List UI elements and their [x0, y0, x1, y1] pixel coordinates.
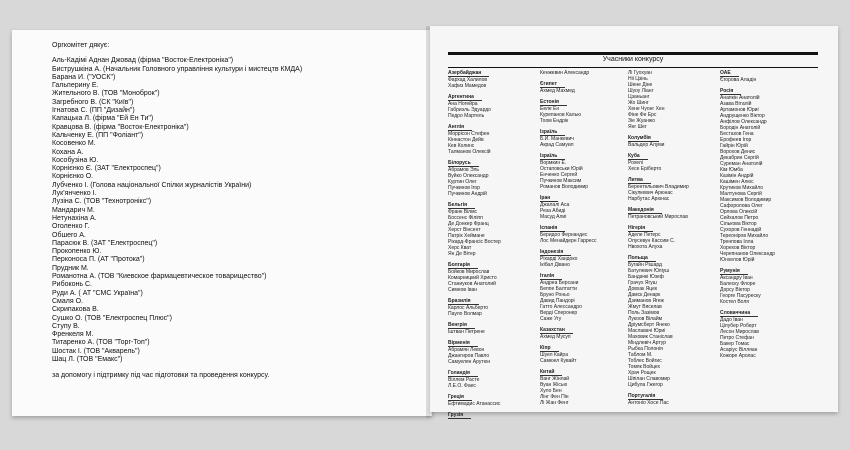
acknowledgement-row: Кохана А.	[52, 148, 84, 156]
participant-name: Рыбка Полонія	[628, 346, 663, 352]
country-heading: Естонія	[540, 99, 567, 106]
acknowledgement-row: Корнієнко Є. (ЗАТ "Електроспец")	[52, 165, 161, 173]
participant-name: Янг Шег	[628, 124, 647, 130]
participant-name: Іштван Петрене	[448, 329, 485, 335]
participant-name: Єгорова Аладін	[720, 77, 757, 83]
country-group	[540, 327, 630, 340]
participant-name: Жо Шинг	[628, 100, 649, 106]
participant-name: Беппе Балтатти	[540, 286, 577, 292]
acknowledgement-row: Лузіна С. (ТОВ "Технотронікс")	[52, 198, 152, 206]
participant-name: Крутиков Михайло	[720, 185, 764, 191]
participant-name: Ерофеев Ігор	[720, 137, 752, 143]
country-heading: Португалія	[628, 393, 663, 400]
participant-name: Дамск Денарк	[628, 292, 661, 298]
participant-name: Ворохов Денис	[720, 149, 756, 155]
acknowledgement-row: Гальперину Е.	[52, 82, 99, 90]
participant-name: Азава Віталій	[720, 101, 752, 107]
participant-name: Бестахов Гена	[720, 131, 754, 137]
participant-name: Бандачкі Юзеф	[628, 274, 664, 280]
participant-name: Джангиров Павло	[448, 353, 490, 359]
participant-name: Хуло Бен	[540, 388, 562, 394]
participant-name: Лесон Мирослав	[720, 329, 759, 335]
country-heading: Іспанія	[540, 225, 565, 232]
country-heading: Казахстан	[540, 327, 573, 334]
right-page	[430, 26, 838, 418]
participant-name: Балеску Флоре	[720, 281, 756, 287]
participant-name: Бакер Томас	[720, 341, 750, 347]
participant-name: Ікібал Дівано	[540, 262, 570, 268]
participant-name: Максимов Володимир	[720, 197, 772, 203]
country-heading: Єгипет	[540, 81, 565, 88]
participant-name: Енченко Сергей	[540, 172, 578, 178]
acknowledgement-row: Ступу В.	[52, 322, 80, 330]
country-heading: Кіпр	[540, 345, 559, 352]
country-heading: Росія	[720, 88, 741, 95]
country-group	[448, 322, 538, 335]
participant-name: Абрамян Левон	[448, 347, 485, 353]
participant-name: Лос Менайдерн Гарресс	[540, 238, 597, 244]
country-group	[540, 273, 630, 322]
country-group	[448, 394, 538, 407]
participant-name: Казімін Андрій	[720, 173, 754, 179]
country-group	[628, 70, 718, 130]
participant-name: Аксандру Іван	[720, 275, 753, 281]
country-heading: Іран	[540, 195, 558, 202]
participant-name: Цибула Гжегор	[628, 382, 663, 388]
participant-name: Зіе Жуанжо	[628, 118, 655, 124]
participant-name: Гатто Алессандро	[540, 304, 582, 310]
participant-name: Бугайн Рішард	[628, 262, 662, 268]
acknowledgement-row: Обшего А.	[52, 231, 86, 239]
country-group	[448, 202, 538, 257]
participant-name: Курепанов Калью	[540, 112, 581, 118]
participant-name: Костел Воля	[720, 299, 749, 305]
participant-name: Грачух Ягуш	[628, 280, 657, 286]
country-group	[720, 310, 810, 359]
participant-name: Асаріус Вілляан	[720, 347, 758, 353]
country-heading: Китай	[540, 369, 562, 376]
acknowledgement-row: Сушко О. (ТОВ "Електроспец Плюс")	[52, 314, 172, 322]
participant-name: Олусевун Кассим С.	[628, 238, 675, 244]
participant-name: Петро Стефан	[720, 335, 754, 341]
acknowledgements-closing: за допомогу і підтримку під час підготовки та проведення конкурсу.	[52, 372, 270, 380]
acknowledgement-row: Ігнатова С. (ПП "Дизайн")	[52, 107, 135, 115]
country-heading: Румунія	[720, 268, 748, 275]
participant-name: Цілубер Роберт	[720, 323, 757, 329]
participant-name: Куртин Олег	[448, 179, 477, 185]
participant-name: Ріхарді Хандоко	[540, 256, 578, 262]
participant-name: Таблом М.	[628, 352, 653, 358]
participant-name: Кев Колинс	[448, 143, 475, 149]
participant-name: Пучкинов Ігор	[448, 185, 480, 191]
country-heading: Литва	[628, 177, 651, 184]
participant-name: Антоніо Хосе Пас	[628, 400, 669, 406]
country-group	[448, 160, 538, 197]
country-group	[540, 249, 630, 268]
country-heading: Вірменія	[448, 340, 478, 347]
participant-name: Анфілов Олександр	[720, 119, 767, 125]
participant-name: Лукоов Вілайм	[628, 316, 663, 322]
participant-name: Романов Володимир	[540, 184, 589, 190]
acknowledgements-list	[52, 57, 422, 364]
participant-name: Габриэль Эдуардо	[448, 107, 491, 113]
participant-name: Черепнанов Олександр	[720, 251, 776, 257]
country-heading: Ізраїль	[540, 153, 565, 160]
country-group	[448, 262, 538, 293]
participant-name: Ефтимадис Атанассис	[448, 401, 501, 407]
participant-name: Дріумсберт Янеко	[628, 322, 670, 328]
participant-name: Ееле Ен	[540, 106, 560, 112]
participant-name: Суреман Анатолій	[720, 161, 763, 167]
participant-name: Л.Е.О. Фаес	[448, 383, 476, 389]
participant-name: Педро Мартель	[448, 113, 485, 119]
participant-name: Кашімен Алюс	[720, 179, 754, 185]
acknowledgement-row: Лук'янченко І.	[52, 190, 97, 198]
country-group	[720, 268, 810, 305]
participant-name: Тоом Ендрік	[540, 118, 569, 124]
country-heading: Італія	[540, 273, 562, 280]
participant-name: Віллем Расте	[448, 377, 480, 383]
acknowledgement-row: Мандарич М.	[52, 206, 95, 214]
participant-name: Вальдер Алуми	[628, 142, 665, 148]
country-group	[448, 94, 538, 119]
participant-name: Дзиманов Ягеж	[628, 298, 664, 304]
country-heading: Бразилія	[448, 298, 479, 305]
country-group	[628, 177, 718, 202]
participant-name: Кенжевин Александр	[540, 70, 590, 76]
participant-name: Боссенс Філіпп	[448, 215, 483, 221]
participant-name: Ахмед Мусуп	[540, 334, 571, 340]
country-group	[540, 70, 630, 76]
acknowledgement-row: Капацька Л. (фірма "Ей Ен Ти")	[52, 115, 154, 123]
country-group	[628, 225, 718, 250]
participant-name: Саже Угу	[540, 316, 562, 322]
country-group	[448, 370, 538, 389]
participant-name: Томяк Войцех	[628, 364, 661, 370]
country-heading: Греція	[448, 394, 472, 401]
participant-name: Фіне Фе Ерс	[628, 112, 657, 118]
country-heading: Болгарія	[448, 262, 478, 269]
participant-name: Ніі Цзінь	[628, 76, 648, 82]
participants-title: Учасники конкурсу	[448, 52, 818, 68]
participant-name: Шуел Кайра	[540, 352, 568, 358]
participant-name: Пауло Волмар	[448, 311, 482, 317]
participant-name: Самюел Кувайт	[540, 358, 577, 364]
participant-name: Тренпова Ілла	[720, 239, 754, 245]
participant-name: Батулевич Юліуш	[628, 268, 670, 274]
participant-name: Ана Ногейра	[448, 101, 478, 107]
country-group	[448, 298, 538, 317]
acknowledgement-row: Прудник М.	[52, 264, 89, 272]
participant-name: Верді Сперонер	[540, 310, 578, 316]
participant-name: Маславачі Юриі	[628, 328, 666, 334]
participant-name: Жмут Вяселав	[628, 304, 662, 310]
participant-name: Фархад Халилов	[448, 77, 488, 83]
participant-name: Хорехов Віктор	[720, 245, 756, 251]
participants-columns	[448, 70, 823, 418]
participant-name: Дадо Іван	[720, 317, 743, 323]
participant-name: Рохелі	[628, 160, 643, 166]
participant-name: Орлова Олексій	[720, 209, 758, 215]
country-group	[448, 412, 538, 419]
participant-name: Де Донкер Франц	[448, 221, 489, 227]
participant-name: Сількова Віктор	[720, 221, 757, 227]
acknowledgement-row: Шац Л. (ТОВ "Емакс")	[52, 355, 123, 363]
acknowledgement-row: Кравцова В. (фірма "Восток-Електроніка")	[52, 123, 189, 131]
country-heading: Ізраїль	[540, 129, 565, 136]
participant-name: Реза Абиді	[540, 208, 566, 214]
participant-name: Нарбутас Арюнас	[628, 196, 670, 202]
country-heading: Азербайджан	[448, 70, 489, 77]
acknowledgement-row: Кособузіна Ю.	[52, 156, 99, 164]
acknowledgement-row: Кальченку Е. (ПП "Фоліант")	[52, 131, 144, 139]
country-heading: Македонія	[628, 207, 662, 214]
participant-name: Шпілан Славомир	[628, 376, 670, 382]
participant-name: Декабрин Сергій	[720, 155, 759, 161]
acknowledgement-row: Косовенко М.	[52, 140, 96, 148]
acknowledgement-row: Парасюк В. (ЗАТ "Електроспец")	[52, 239, 158, 247]
country-group	[720, 70, 810, 83]
participant-name: Самуелян Арутюн	[448, 359, 491, 365]
participant-name: Моррісон Стефен	[448, 131, 490, 137]
participant-name: Комарницкий Христо	[448, 275, 497, 281]
participants-column	[628, 70, 718, 411]
participant-name: Хафиз Мамедов	[448, 83, 487, 89]
participant-name: Сейхалов Петро	[720, 215, 759, 221]
country-group	[720, 88, 810, 263]
participant-name: Ванг Жінлай	[540, 376, 570, 382]
left-page	[12, 30, 432, 416]
participant-name: Кожоре Аролас	[720, 353, 756, 359]
country-group	[448, 70, 538, 89]
participant-name: Берентельович Владимир	[628, 184, 689, 190]
participant-name: Андреа Берсани	[540, 280, 579, 286]
country-heading: Куба	[628, 153, 648, 160]
participant-name: Храч Рощек	[628, 370, 656, 376]
country-group	[448, 124, 538, 155]
acknowledgement-row: Биструшкіна А. (Начальник Головного управління культури і мистецтв КМДА)	[52, 65, 303, 73]
acknowledgement-row: Титаренко А. (ТОВ "Торг-Топ")	[52, 339, 150, 347]
country-group	[448, 340, 538, 365]
participant-name: Пучкинов Андрій	[448, 191, 487, 197]
country-group	[628, 135, 718, 148]
acknowledgement-row: Оголенко Г.	[52, 223, 90, 231]
country-group	[628, 153, 718, 172]
participant-name: Анапкін Анатолій	[720, 95, 760, 101]
country-heading: Бельгія	[448, 202, 475, 209]
participant-name: Кім Юмба	[720, 167, 743, 173]
participant-name: Міндлевіч Артур	[628, 340, 666, 346]
participant-name: Шуоу Ліанг	[628, 88, 654, 94]
participant-name: Давид Пандорі	[540, 298, 575, 304]
country-heading: Венгрія	[448, 322, 475, 329]
acknowledgements-heading: Оргкомітет дякує:	[52, 42, 110, 49]
country-group	[540, 99, 630, 124]
participant-name: Рікард-Франсіс Востер	[448, 239, 501, 245]
country-heading: Англія	[448, 124, 472, 131]
participant-name: Цзаньанг	[628, 94, 650, 100]
acknowledgement-row: Барана И. ("УОСК")	[52, 73, 116, 81]
country-group	[540, 345, 630, 364]
participant-name: Лі Жан Фенг	[540, 400, 569, 406]
country-group	[540, 153, 630, 190]
acknowledgement-row: Корнієнко О.	[52, 173, 94, 181]
participant-name: Аделе Петерс	[628, 232, 661, 238]
participant-name: Нвохота Алуха	[628, 244, 663, 250]
country-heading: ОАЕ	[720, 70, 739, 77]
acknowledgement-row: Аль-Кадімі Аднан Джовад (фірма "Восток-Електроніка")	[52, 57, 234, 65]
participant-name: Симеов Іван	[448, 287, 477, 293]
participant-name: Сафоролова Олег	[720, 203, 763, 209]
participant-name: Талманов Олексій	[448, 149, 491, 155]
participant-name: Артамонов Юриі	[720, 107, 759, 113]
acknowledgement-row: Нетунахіна А.	[52, 214, 97, 222]
country-group	[540, 195, 630, 220]
acknowledgement-row: Романотна А. (ТОВ "Киевское фармацевтическое товарищество")	[52, 273, 267, 281]
acknowledgement-row: Руди А. ( АТ "СМС Україна")	[52, 289, 143, 297]
participant-name: Абрамов Эль	[448, 167, 479, 173]
participants-column	[540, 70, 630, 411]
participant-name: Акрад Самуил	[540, 142, 574, 148]
participant-name: Лінг Фен Пін	[540, 394, 569, 400]
participant-name: Б.Й. Манкевич	[540, 136, 574, 142]
country-group	[628, 207, 718, 220]
country-heading: Словаччина	[720, 310, 758, 317]
participant-name: Лі Гуохуан	[628, 70, 652, 76]
participant-name: Беридоо Фернандес	[540, 232, 588, 238]
country-group	[628, 255, 718, 388]
country-group	[540, 129, 630, 148]
participant-name: Херст Вінсент	[448, 227, 481, 233]
participant-name: Ян Де Вітер	[448, 251, 476, 257]
acknowledgement-row: Френкеля М.	[52, 331, 94, 339]
acknowledgement-row: Смаля О.	[52, 297, 83, 305]
acknowledgement-row: Перконоса П. (АТ "Протока")	[52, 256, 145, 264]
participant-name: Пучкинов Максим	[540, 178, 582, 184]
participant-name: Сухоров Геннадій	[720, 227, 762, 233]
participants-column	[720, 70, 810, 364]
acknowledgements-text	[52, 42, 422, 381]
participant-name: Кіннастон Дейв	[448, 137, 484, 143]
acknowledgement-row: Прокопенко Ю.	[52, 248, 102, 256]
country-group	[628, 393, 718, 406]
participant-name: Карлос Альберто	[448, 305, 489, 311]
acknowledgement-row: Жительного В. (ТОВ "Моноброк")	[52, 90, 160, 98]
acknowledgement-row: Скрипакова В.	[52, 306, 99, 314]
acknowledgement-row: Рибоконь С.	[52, 281, 92, 289]
country-group	[540, 225, 630, 244]
participant-name: Довхак Яцек	[628, 286, 658, 292]
country-heading: Польща	[628, 255, 656, 262]
country-heading: Грузія	[448, 412, 471, 419]
participant-name: Вуйко Олександр	[448, 173, 489, 179]
participant-name: Андрущенко Віктор	[720, 113, 765, 119]
country-heading: Нігерія	[628, 225, 653, 232]
participant-name: Шене Діне	[628, 82, 653, 88]
participant-name: Дорсу Віктор	[720, 287, 750, 293]
participants-column	[448, 70, 538, 424]
country-group	[540, 81, 630, 94]
participant-name: Сікулкевич Арюнас	[628, 190, 673, 196]
participant-name: Херс Кват	[448, 245, 472, 251]
country-group	[540, 369, 630, 406]
acknowledgement-row: Загребного В. (СК "Київ")	[52, 98, 134, 106]
participant-name: Ахмед Махмед	[540, 88, 575, 94]
participant-name: Бруно Роньо	[540, 292, 570, 298]
participant-name: Гайрін Юрій	[720, 143, 748, 149]
participant-name: Поль Зазімов	[628, 310, 660, 316]
participant-name: Бородін Анатолій	[720, 125, 761, 131]
participant-name: Тоблес Войгис	[628, 358, 662, 364]
participant-name: Масуд Алиі	[540, 214, 567, 220]
country-heading: Голандія	[448, 370, 478, 377]
country-heading: Індонезія	[540, 249, 571, 256]
country-heading: Колумбія	[628, 135, 659, 142]
participant-name: Петрановський Мирослав	[628, 214, 688, 220]
participant-name: Тереоніров Михайло	[720, 233, 769, 239]
participant-name: Франк Вілмс	[448, 209, 478, 215]
participant-name: Малтунова Сергій	[720, 191, 762, 197]
participant-name: Юнхелов Юрій	[720, 257, 755, 263]
participant-name: Остаповськи Юрій	[540, 166, 583, 172]
participant-name: Вуан Жісью	[540, 382, 568, 388]
participant-name: Хесе Еріберто	[628, 166, 662, 172]
participant-name: Маховик Станіслав	[628, 334, 673, 340]
participant-name: Георге Пасуреску	[720, 293, 761, 299]
participant-name: Станиуков Анатолий	[448, 281, 496, 287]
participant-name: Патрік Хеймане	[448, 233, 485, 239]
participant-name: Хене Чуонг Хен	[628, 106, 665, 112]
participant-name: Бойков Мирослав	[448, 269, 490, 275]
participant-name: Вормкин Е.	[540, 160, 567, 166]
acknowledgement-row: Лубченко І. (Голова національної Спілки журналістів України)	[52, 181, 252, 189]
participant-name: Джалалі Аса	[540, 202, 570, 208]
acknowledgement-row: Шостак І. (ТОВ "Акварель")	[52, 347, 140, 355]
country-heading: Білорусь	[448, 160, 479, 167]
country-heading: Аргентина	[448, 94, 482, 101]
